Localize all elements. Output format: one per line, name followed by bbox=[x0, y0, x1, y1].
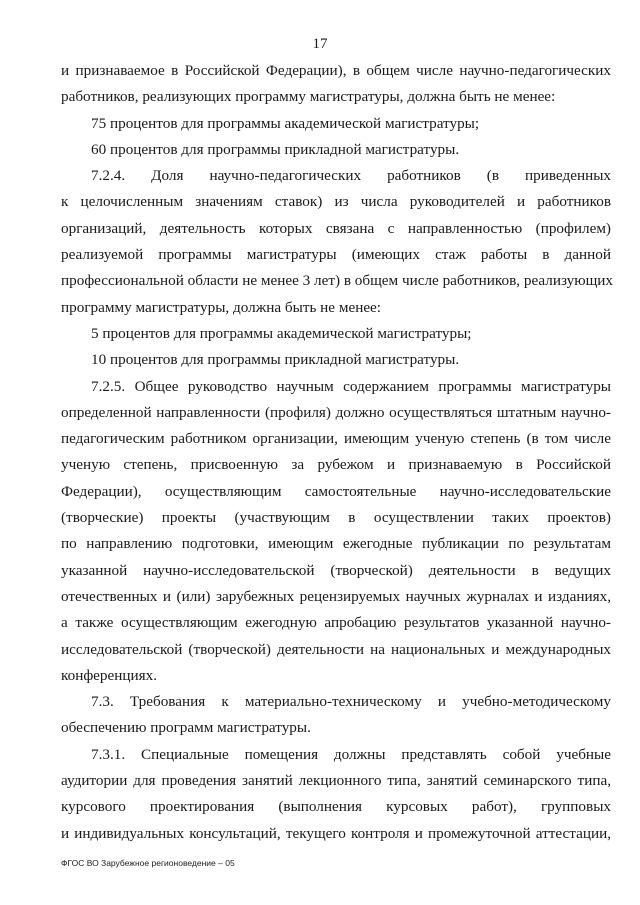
text-line: Федерации), осуществляющим самостоятельные научно-исследовательские bbox=[61, 482, 611, 500]
text-line: определенной направленности (профиля) должно осуществляться штатным научно- bbox=[61, 403, 611, 421]
text-line: исследовательской (творческой) деятельности на национальных и международных bbox=[61, 640, 611, 658]
text-line: 5 процентов для программы академической магистратуры; bbox=[91, 324, 472, 342]
text-line: и индивидуальных консультаций, текущего контроля и промежуточной аттестации, bbox=[61, 824, 611, 842]
page-number: 17 bbox=[312, 36, 328, 52]
text-line: конференциях. bbox=[61, 666, 158, 684]
text-line: реализуемой программы магистратуры (имеющих стаж работы в данной bbox=[61, 246, 611, 264]
text-line: 10 процентов для программы прикладной магистратуры. bbox=[91, 351, 460, 369]
text-line: и признаваемое в Российской Федерации), в общем числе научно-педагогических bbox=[61, 62, 611, 79]
text-line: профессиональной области не менее 3 лет) в общем числе работников, реализующих bbox=[61, 272, 614, 290]
text-line: (творческие) проекты (участвующим в осуществлении таких проектов) bbox=[61, 509, 611, 527]
text-line: аудитории для проведения занятий лекционного типа, занятий семинарского типа, bbox=[61, 772, 611, 790]
text-line: а также осуществляющим ежегодную апробацию результатов указанной научно- bbox=[61, 614, 611, 632]
page-footer: ФГОС ВО Зарубежное регионоведение – 05 bbox=[61, 858, 235, 868]
text-line: педагогическим работником организации, имеющим ученую степень (в том числе bbox=[61, 430, 611, 448]
text-line: программу магистратуры, должна быть не менее: bbox=[61, 298, 382, 316]
text-line: обеспечению программ магистратуры. bbox=[61, 719, 311, 737]
text-line: указанной научно-исследовательской (творческой) деятельности в ведущих bbox=[61, 561, 611, 579]
text-line: 75 процентов для программы академической магистратуры; bbox=[91, 114, 480, 132]
text-line: 7.3. Требования к материально-техническому и учебно-методическому bbox=[91, 693, 611, 711]
text-line: организаций, деятельность которых связана с направленностью (профилем) bbox=[61, 219, 611, 237]
text-line: 7.3.1. Специальные помещения должны представлять собой учебные bbox=[91, 745, 611, 763]
text-line: к целочисленным значениям ставок) из числа руководителей и работников bbox=[61, 193, 611, 211]
text-line: по направлению подготовки, имеющим ежегодные публикации по результатам bbox=[61, 535, 611, 553]
text-line: 60 процентов для программы прикладной магистратуры. bbox=[91, 140, 460, 158]
text-line: курсового проектирования (выполнения курсовых работ), групповых bbox=[61, 798, 611, 816]
document-body bbox=[61, 58, 614, 847]
text-line: 7.2.5. Общее руководство научным содержанием программы магистратуры bbox=[91, 377, 611, 395]
text-line: ученую степень, присвоенную за рубежом и признаваемую в Российской bbox=[61, 456, 611, 474]
text-line: 7.2.4. Доля научно-педагогических работников (в приведенных bbox=[91, 167, 611, 185]
text-line: работников, реализующих программу магистратуры, должна быть не менее: bbox=[61, 88, 556, 106]
text-line: отечественных и (или) зарубежных рецензируемых научных журналах и изданиях, bbox=[61, 587, 611, 605]
